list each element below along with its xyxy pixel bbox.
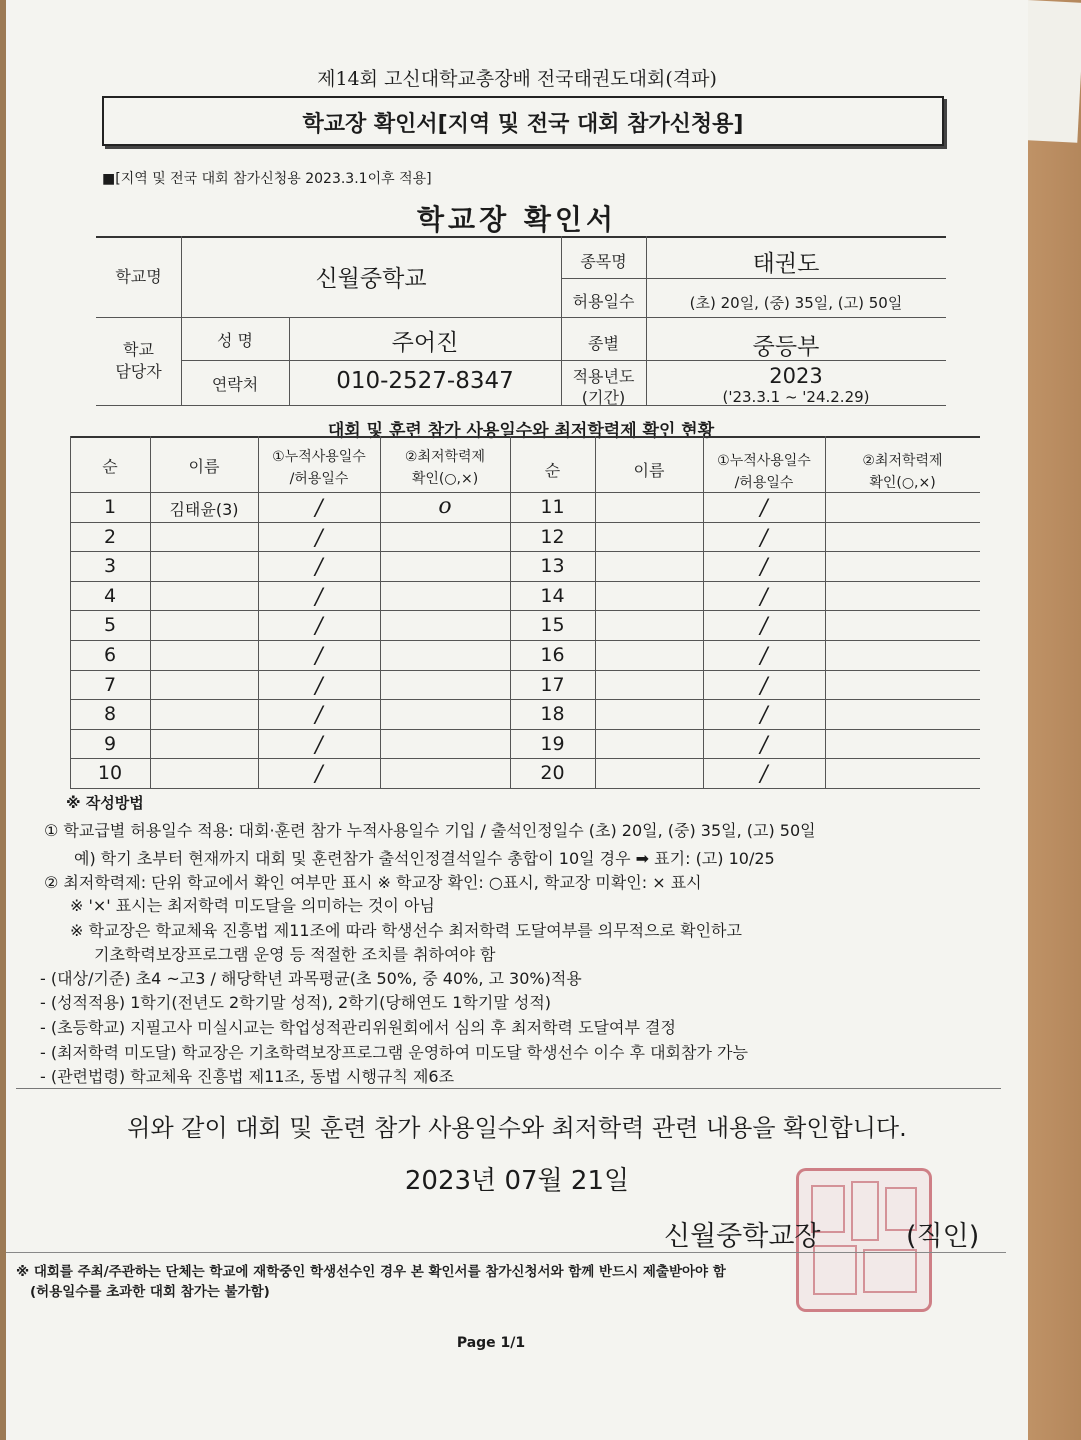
manager-label-1: 학교	[123, 340, 154, 359]
row-check: o	[438, 494, 452, 519]
row-days: /	[760, 555, 768, 580]
row-number: 4	[103, 585, 117, 607]
row-days: /	[760, 644, 768, 669]
row-number: 1	[103, 496, 117, 518]
instruction-line: ① 학교급별 허용일수 적용: 대회·훈련 참가 누적사용일수 기입 / 출석인정일수 (초) 20일, (중) 35일, (고) 50일	[44, 821, 816, 840]
instruction-line: - (관련법령) 학교체육 진흥법 제11조, 동법 시행규칙 제6조	[40, 1067, 455, 1086]
document-title: 학교장 확인서	[416, 203, 618, 236]
confirmation-statement: 위와 같이 대회 및 훈련 참가 사용일수와 최저학력 관련 내용을 확인합니다.	[127, 1114, 907, 1142]
contact-value: 010-2527-8347	[336, 368, 514, 394]
row-days: /	[760, 733, 768, 758]
row-number: 9	[103, 733, 117, 755]
row-days: /	[315, 526, 323, 551]
row-number: 12	[540, 526, 565, 548]
row-days: /	[315, 733, 323, 758]
instruction-line: 기초학력보장프로그램 운영 등 적절한 조치를 취하여야 함	[94, 945, 496, 964]
period-value: ('23.3.1 ~ '24.2.29)	[722, 388, 870, 406]
row-number: 7	[103, 674, 117, 696]
row-days: /	[315, 614, 323, 639]
row-number: 10	[97, 762, 123, 784]
col-days-right-2: /허용일수	[734, 475, 794, 491]
col-no-left: 순	[102, 457, 118, 476]
footer-note-1: ※ 대회를 주최/주관하는 단체는 학교에 재학중인 학생선수인 경우 본 확인서를 참가신청서와 함께 반드시 제출받아야 함	[16, 1264, 726, 1280]
row-days: /	[315, 762, 323, 787]
row-days: /	[760, 674, 768, 699]
row-number: 8	[103, 703, 117, 725]
row-days: /	[315, 555, 323, 580]
instruction-line: ※ 학교장은 학교체육 진흥법 제11조에 따라 학생선수 최저학력 도달여부를 의무적으로 확인하고	[70, 921, 742, 940]
row-name: 김태윤(3)	[169, 500, 239, 519]
row-number: 5	[103, 614, 117, 636]
competition-title: 제14회 고신대학교총장배 전국태권도대회(격파)	[317, 68, 717, 90]
instruction-line: - (초등학교) 지필고사 미실시교는 학업성적관리위원회에서 심의 후 최저학력 도달여부 결정	[40, 1018, 676, 1037]
application-note: ■[지역 및 전국 대회 참가신청용 2023.3.1이후 적용]	[102, 171, 432, 187]
row-days: /	[315, 644, 323, 669]
instruction-line: ※ '×' 표시는 최저학력 미도달을 의미하는 것이 아님	[70, 896, 435, 915]
row-days: /	[760, 496, 768, 521]
row-days: /	[315, 703, 323, 728]
row-days: /	[315, 585, 323, 610]
year-value: 2023	[769, 364, 823, 388]
col-days-right-1: ①누적사용일수	[717, 453, 811, 469]
row-number: 17	[540, 674, 565, 696]
col-check-right-1: ②최저학력제	[862, 453, 943, 469]
instruction-line: - (성적적용) 1학기(전년도 2학기말 성적), 2학기(당해연도 1학기말 성적)	[40, 993, 552, 1012]
col-no-right: 순	[544, 461, 561, 480]
row-number: 18	[540, 703, 565, 725]
row-number: 16	[540, 644, 565, 666]
row-number: 20	[540, 762, 565, 784]
col-check-left-1: ②최저학력제	[404, 449, 486, 465]
row-number: 13	[540, 555, 565, 577]
row-days: /	[315, 496, 323, 521]
page-number: Page 1/1	[456, 1335, 526, 1351]
col-days-left-1: ①누적사용일수	[272, 449, 366, 465]
row-days: /	[760, 762, 768, 787]
document-page	[6, 0, 1028, 1440]
division-value: 중등부	[752, 334, 820, 360]
row-number: 3	[103, 555, 117, 577]
instruction-line: 예) 학기 초부터 현재까지 대회 및 훈련참가 출석인정결석일수 총합이 10일 경우 ➡ 표기: (고) 10/25	[74, 849, 775, 868]
instruction-line: - (최저학력 미도달) 학교장은 기초학력보장프로그램 운영하여 미도달 학생선수 이수 후 대회참가 가능	[40, 1043, 748, 1062]
col-check-right-2: 확인(○,×)	[869, 475, 936, 491]
seal-label: (직인)	[906, 1221, 980, 1252]
row-days: /	[760, 703, 768, 728]
instruction-line: ② 최저학력제: 단위 학교에서 확인 여부만 표시 ※ 학교장 확인: ○표시, 학교장 미확인: × 표시	[44, 873, 702, 892]
status-title: 대회 및 훈련 참가 사용일수와 최저학력제 확인 현황	[327, 421, 715, 441]
signer: 신월중학교장	[664, 1221, 821, 1252]
row-days: /	[315, 674, 323, 699]
event-value: 태권도	[752, 251, 820, 277]
event-label: 종목명	[580, 252, 627, 271]
box-title: 학교장 확인서[지역 및 전국 대회 참가신청용]	[302, 112, 744, 137]
col-name-right: 이름	[633, 461, 665, 480]
row-number: 2	[103, 526, 117, 548]
division-label: 종별	[588, 334, 619, 353]
row-days: /	[760, 585, 768, 610]
manager-name: 주어진	[391, 330, 459, 356]
school-label: 학교명	[115, 267, 162, 286]
row-number: 6	[103, 644, 117, 666]
instructions-heading: ※ 작성방법	[66, 794, 144, 812]
title-box	[102, 96, 944, 146]
row-number: 11	[540, 496, 565, 518]
manager-label-2: 담당자	[115, 362, 162, 381]
contact-label: 연락처	[211, 375, 259, 394]
col-check-left-2: 확인(○,×)	[411, 471, 479, 487]
allowed-days-label: 허용일수	[572, 292, 635, 311]
school-name: 신월중학교	[315, 266, 427, 292]
row-days: /	[760, 526, 768, 551]
row-number: 19	[540, 733, 565, 755]
year-label-2: (기간)	[581, 388, 626, 407]
footer-note-2: (허용일수를 초과한 대회 참가는 불가함)	[30, 1284, 270, 1300]
year-label-1: 적용년도	[572, 367, 635, 386]
col-name-left: 이름	[188, 457, 220, 476]
instruction-line: - (대상/기준) 초4 ~고3 / 해당학년 과목평균(초 50%, 중 40%, 고 30%)적용	[40, 969, 582, 988]
row-number: 14	[540, 585, 565, 607]
confirmation-date: 2023년 07월 21일	[404, 1166, 630, 1196]
allowed-days-value: (초) 20일, (중) 35일, (고) 50일	[689, 294, 903, 312]
name-label: 성 명	[217, 331, 253, 350]
row-days: /	[760, 614, 768, 639]
col-days-left-2: /허용일수	[289, 471, 349, 487]
row-number: 15	[540, 614, 565, 636]
